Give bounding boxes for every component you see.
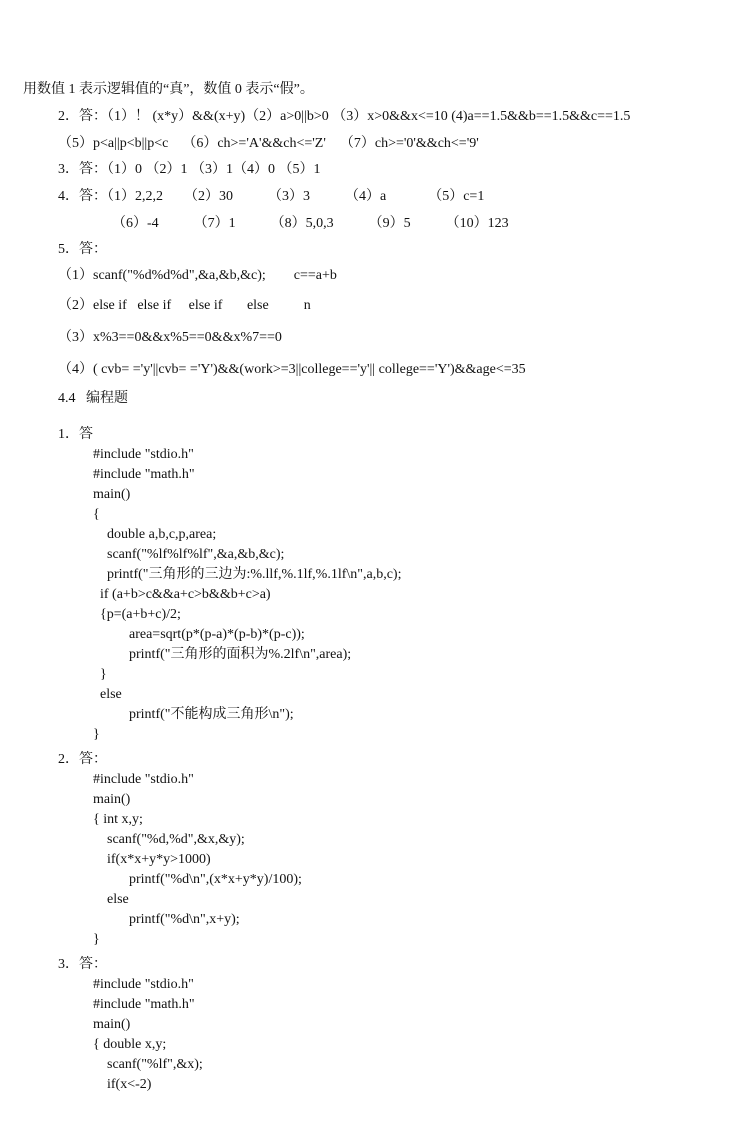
text-line: （6）-4 （7）1 （8）5,0,3 （9）5 （10）123 [112, 216, 509, 231]
code-line: area=sqrt(p*(p-a)*(p-b)*(p-c)); [129, 627, 305, 642]
code-line: main() [93, 1017, 131, 1032]
code-line: } [93, 932, 100, 947]
code-line: scanf("%lf",&x); [107, 1057, 203, 1072]
text-line: （5）p<a||p<b||p<c （6）ch>='A'&&ch<='Z' （7）ch>='0'&&ch<='9' [58, 136, 479, 151]
text-line: （2）else if else if else if else n [58, 298, 311, 313]
text-line: 2．答：（1）！ (x*y）&&(x+y)（2）a>0||b>0 （3）x>0&&x<=10 (4)a==1.5&&b==1.5&&c==1.5 [58, 109, 631, 124]
code-line: } [100, 667, 107, 682]
code-line: printf("不能构成三角形\n"); [129, 707, 294, 722]
code-line: main() [93, 487, 131, 502]
code-line: #include "stdio.h" [93, 772, 194, 787]
code-line: main() [93, 792, 131, 807]
code-line: { [93, 507, 100, 522]
code-line: scanf("%d,%d",&x,&y); [107, 832, 245, 847]
code-line: if (a+b>c&&a+c>b&&b+c>a) [100, 587, 271, 602]
code-line: { double x,y; [93, 1037, 167, 1052]
text-line: 用数值 1 表示逻辑值的“真”，数值 0 表示“假”。 [23, 82, 314, 97]
code-line: printf("三角形的面积为%.2lf\n",area); [129, 647, 352, 662]
code-line: else [107, 892, 129, 907]
text-line: （1）scanf("%d%d%d",&a,&b,&c); c==a+b [58, 268, 337, 283]
code-line: else [100, 687, 122, 702]
code-line: if(x*x+y*y>1000) [107, 852, 211, 867]
code-line: printf("三角形的三边为:%.llf,%.1lf,%.1lf\n",a,b,c); [107, 567, 402, 582]
code-line: {p=(a+b+c)/2; [100, 607, 181, 622]
text-line: （3）x%3==0&&x%5==0&&x%7==0 [58, 330, 282, 345]
code-line: scanf("%lf%lf%lf",&a,&b,&c); [107, 547, 285, 562]
code-line: printf("%d\n",x+y); [129, 912, 240, 927]
question-label: 3．答： [58, 957, 107, 972]
code-line: #include "stdio.h" [93, 447, 194, 462]
text-line: 3．答：（1）0 （2）1 （3）1（4）0 （5）1 [58, 162, 321, 177]
code-line: #include "math.h" [93, 467, 195, 482]
code-line: #include "stdio.h" [93, 977, 194, 992]
code-line: { int x,y; [93, 812, 143, 827]
question-label: 1．答 [58, 427, 93, 442]
code-line: #include "math.h" [93, 997, 195, 1012]
question-label: 2．答： [58, 752, 107, 767]
code-line: printf("%d\n",(x*x+y*y)/100); [129, 872, 302, 887]
text-line: （4）( cvb= ='y'||cvb= ='Y')&&(work>=3||college=='y'|| college=='Y')&&age<=35 [58, 362, 526, 377]
code-line: double a,b,c,p,area; [107, 527, 217, 542]
text-line: 4．答：（1）2,2,2 （2）30 （3）3 （4）a （5）c=1 [58, 189, 485, 204]
code-line: if(x<-2) [107, 1077, 152, 1092]
section-heading: 4.4 编程题 [58, 391, 128, 406]
code-line: } [93, 727, 100, 742]
text-line: 5．答： [58, 242, 107, 257]
